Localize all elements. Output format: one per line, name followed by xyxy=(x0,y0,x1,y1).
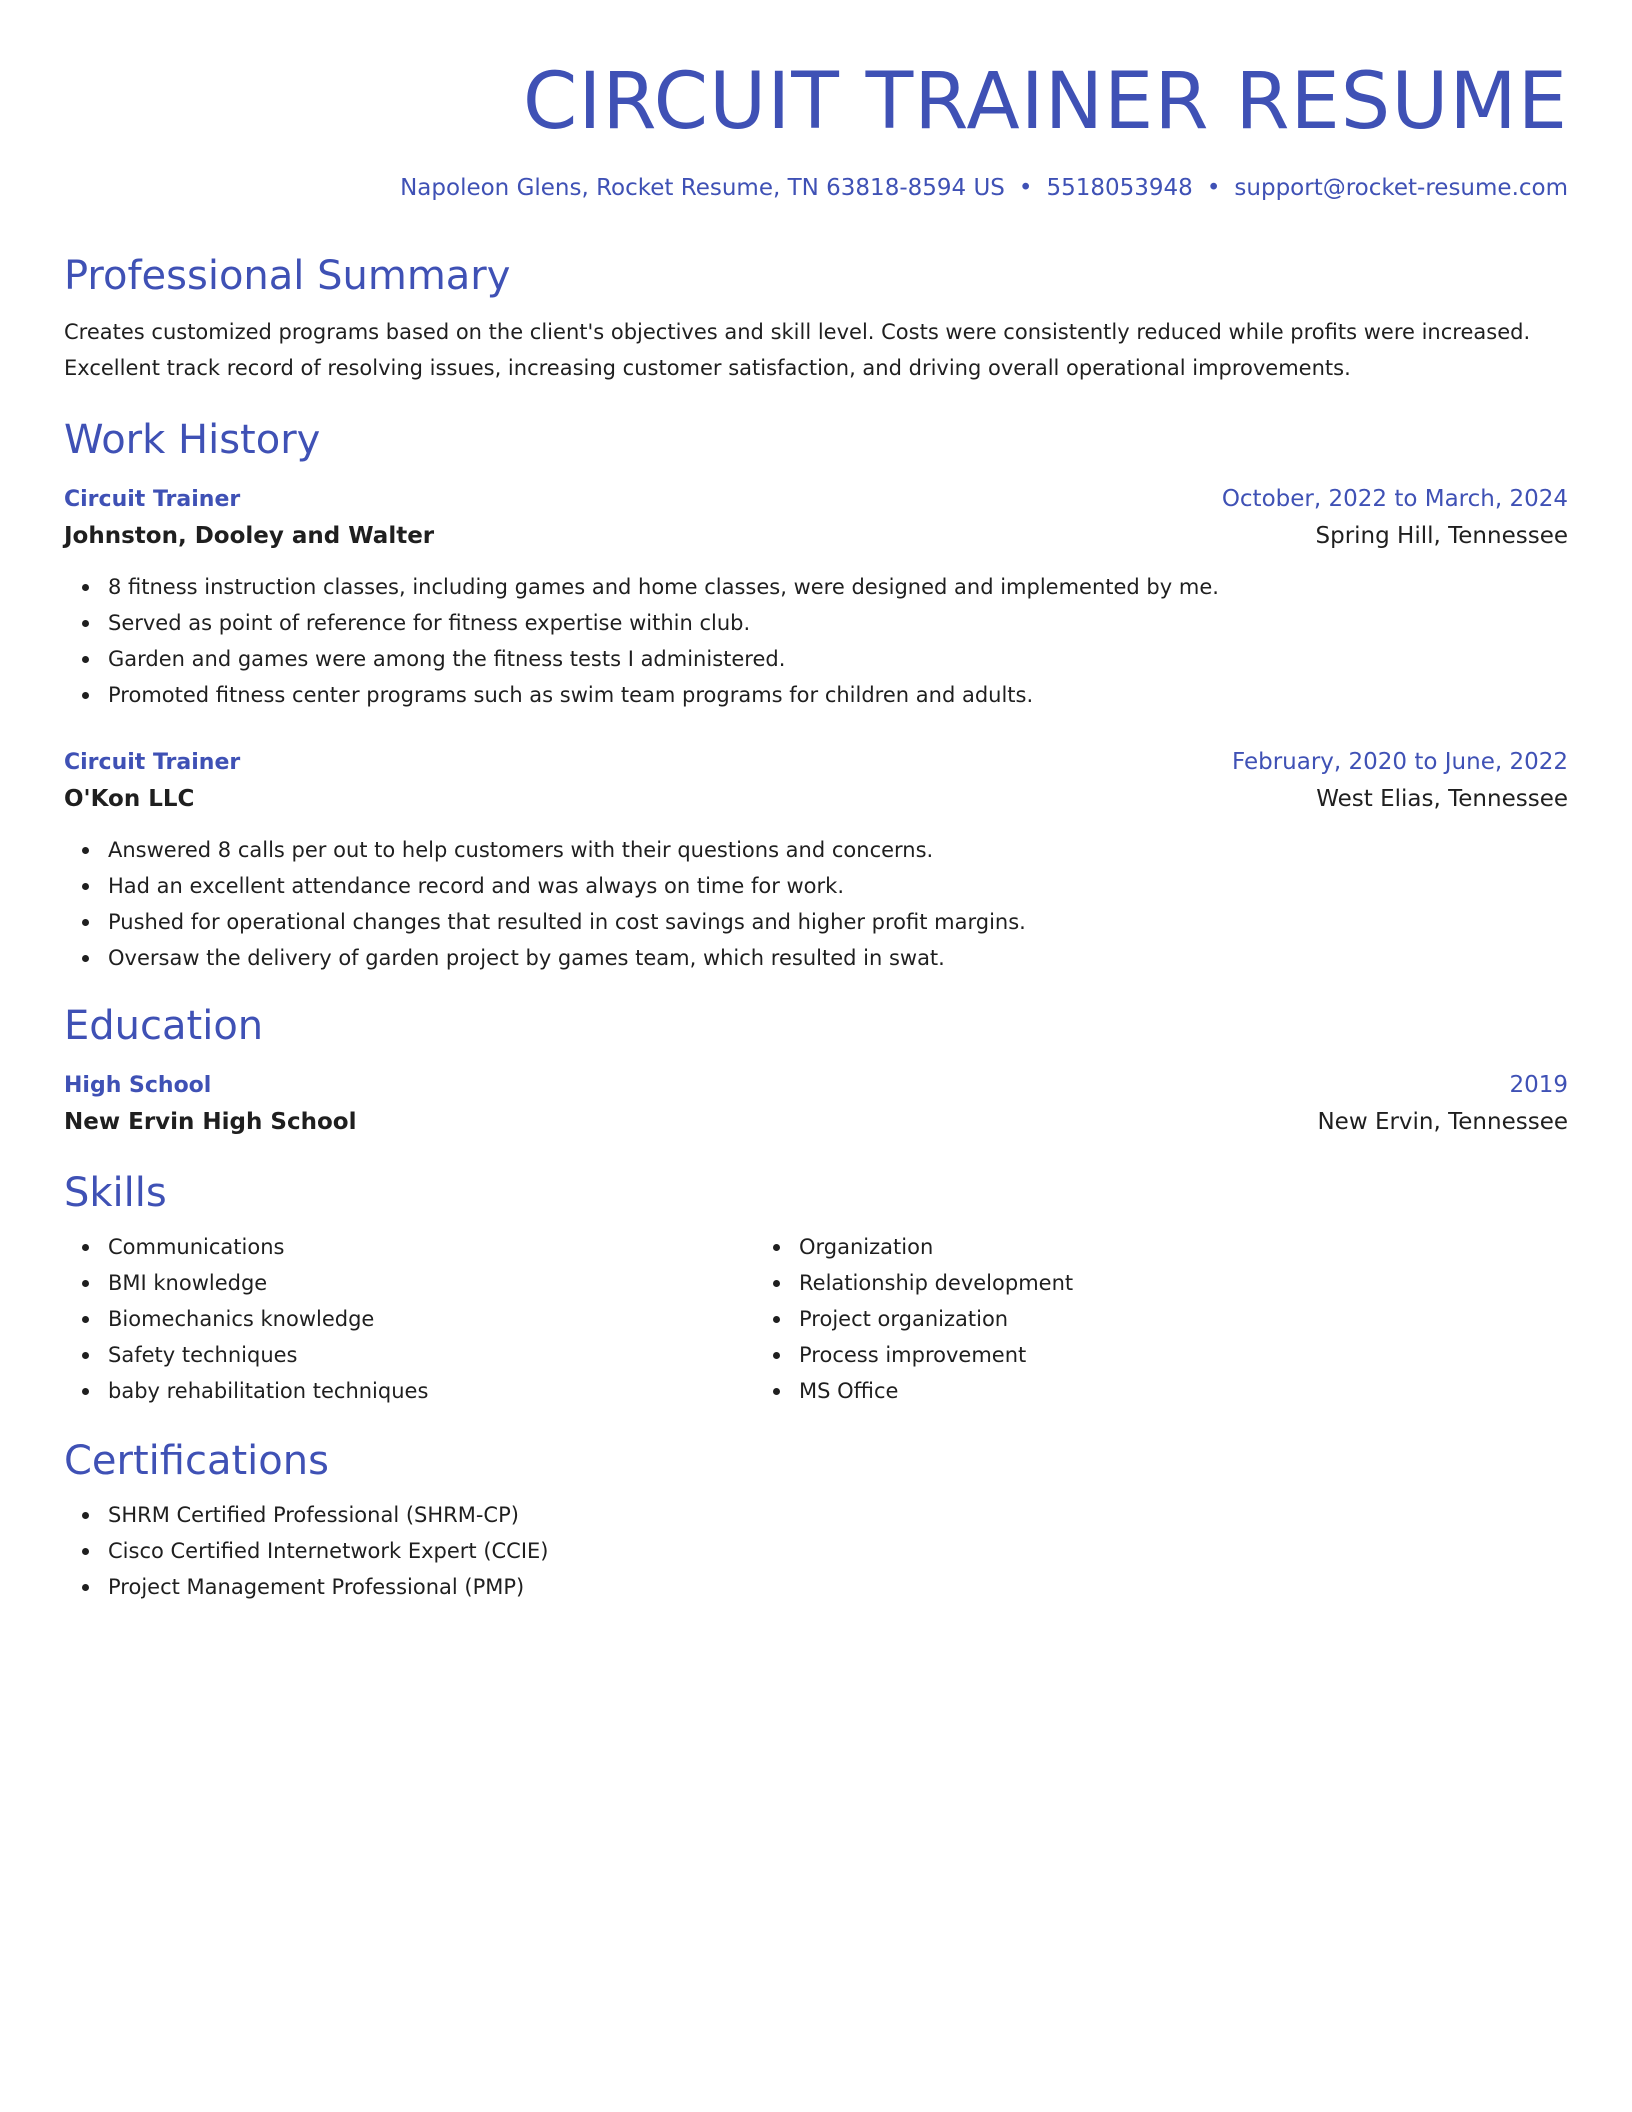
education-section xyxy=(64,1000,1568,1141)
contact-separator: • xyxy=(1018,175,1033,201)
skill-item: Biomechanics knowledge xyxy=(108,1301,755,1337)
contact-separator: • xyxy=(1206,175,1221,201)
skill-item: BMI knowledge xyxy=(108,1265,755,1301)
job-bullet: Pushed for operational changes that resulted in cost savings and higher profit margins. xyxy=(108,904,1568,940)
certification-item: SHRM Certified Professional (SHRM-CP) xyxy=(108,1497,1568,1533)
skill-item: Project organization xyxy=(799,1301,1073,1337)
education-school: New Ervin High School xyxy=(64,1109,357,1135)
job-bullet: Garden and games were among the fitness tests I administered. xyxy=(108,641,1568,677)
job-bullet: Oversaw the delivery of garden project by games team, which resulted in swat. xyxy=(108,940,1568,976)
contact-phone[interactable]: 5518053948 xyxy=(1046,175,1193,201)
skills-grid xyxy=(64,1229,1568,1409)
job-bullet: Answered 8 calls per out to help customers with their questions and concerns. xyxy=(108,832,1568,868)
summary-heading: Professional Summary xyxy=(64,253,511,299)
education-heading: Education xyxy=(64,1003,264,1049)
skill-item: Safety techniques xyxy=(108,1337,755,1373)
contact-email[interactable]: support@rocket-resume.com xyxy=(1234,175,1568,201)
contact-line xyxy=(64,172,1568,204)
contact-address: Napoleon Glens, Rocket Resume, TN 63818-8594 US xyxy=(400,175,1005,201)
job-role: Circuit Trainer xyxy=(64,750,241,775)
certifications-section xyxy=(64,1435,1568,1605)
job-bullet-list xyxy=(64,832,1568,976)
skill-item: Organization xyxy=(799,1229,1073,1265)
job-location: West Elias, Tennessee xyxy=(1316,786,1568,812)
skill-item: baby rehabilitation techniques xyxy=(108,1373,755,1409)
education-degree: High School xyxy=(64,1073,212,1098)
work-history-heading: Work History xyxy=(64,417,321,463)
job-bullet: Had an excellent attendance record and was always on time for work. xyxy=(108,868,1568,904)
job-location: Spring Hill, Tennessee xyxy=(1315,523,1568,549)
skill-item: Communications xyxy=(108,1229,755,1265)
skills-heading: Skills xyxy=(64,1170,167,1216)
education-location: New Ervin, Tennessee xyxy=(1317,1109,1568,1135)
job-entry xyxy=(64,745,1568,976)
job-dates: February, 2020 to June, 2022 xyxy=(1231,749,1568,775)
skills-list-right xyxy=(755,1229,1073,1409)
job-bullet: 8 fitness instruction classes, including games and home classes, were designed and implemented by me. xyxy=(108,569,1568,605)
resume-title: CIRCUIT TRAINER RESUME xyxy=(522,57,1568,147)
job-company: O'Kon LLC xyxy=(64,786,195,812)
education-year: 2019 xyxy=(1509,1072,1568,1098)
summary-section xyxy=(64,250,1568,386)
job-bullet: Promoted fitness center programs such as swim team programs for children and adults. xyxy=(108,677,1568,713)
work-history-section xyxy=(64,414,1568,976)
job-entry xyxy=(64,482,1568,713)
resume-header xyxy=(64,52,1568,204)
skills-list-left xyxy=(64,1229,755,1409)
certification-item: Cisco Certified Internetwork Expert (CCIE) xyxy=(108,1533,1568,1569)
job-dates: October, 2022 to March, 2024 xyxy=(1221,486,1568,512)
summary-text: Creates customized programs based on the client's objectives and skill level. Costs were consistently reduced while profits were increased. Excellent track record of resolving issues, increasing customer satisfaction, and driving overall operational improvements. xyxy=(64,320,1531,380)
job-company: Johnston, Dooley and Walter xyxy=(64,523,435,549)
skill-item: Relationship development xyxy=(799,1265,1073,1301)
skill-item: MS Office xyxy=(799,1373,1073,1409)
skills-section xyxy=(64,1167,1568,1409)
job-bullet: Served as point of reference for fitness expertise within club. xyxy=(108,605,1568,641)
job-bullet-list xyxy=(64,569,1568,713)
job-role: Circuit Trainer xyxy=(64,487,241,512)
certification-item: Project Management Professional (PMP) xyxy=(108,1569,1568,1605)
certifications-heading: Certifications xyxy=(64,1438,329,1484)
skill-item: Process improvement xyxy=(799,1337,1073,1373)
education-entry xyxy=(64,1068,1568,1141)
certifications-list xyxy=(64,1497,1568,1605)
